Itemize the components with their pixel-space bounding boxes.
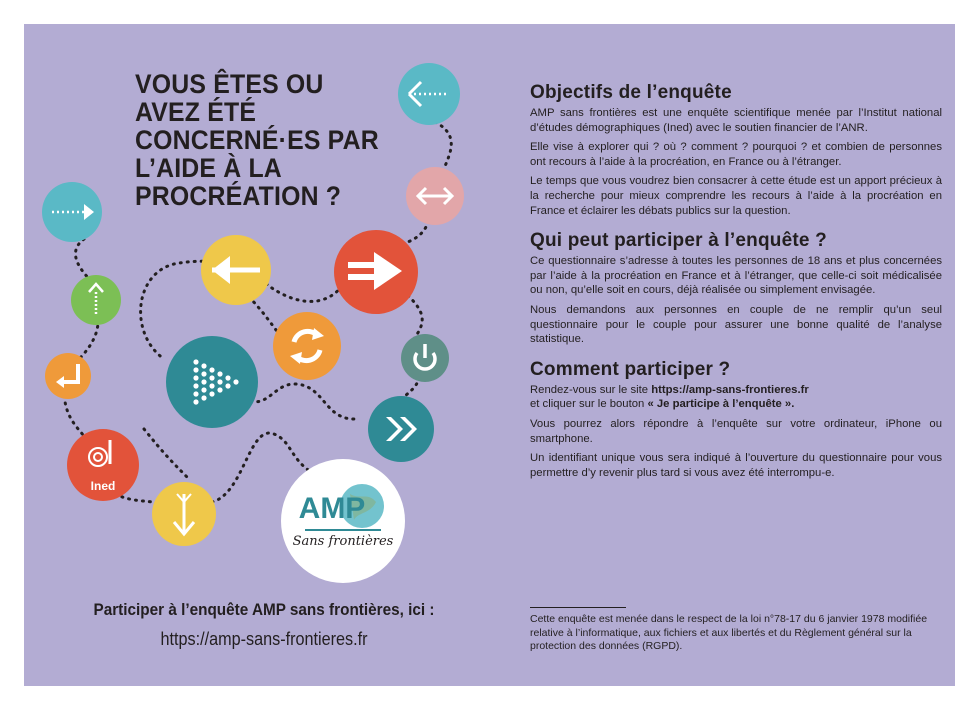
section-objectifs bbox=[530, 82, 942, 218]
paragraph: Vous pourrez alors répondre à l’enquête sur votre ordinateur, iPhone ou smartphone. bbox=[530, 417, 942, 445]
arrow-down-icon bbox=[152, 482, 216, 546]
footer-url: https://amp-sans-frontieres.fr bbox=[160, 629, 368, 649]
flyer-card bbox=[24, 24, 955, 686]
ined-logo bbox=[67, 429, 139, 501]
paragraph bbox=[530, 383, 942, 412]
section-qui-peut-participer bbox=[530, 230, 942, 347]
footer-call-to-action: Participer à l’enquête AMP sans frontières, ici : bbox=[93, 600, 435, 619]
paragraph: Nous demandons aux personnes en couple de ne remplir qu’un seul questionnaire pour le couple pour assurer une bonne qualité de l’analyse statistique. bbox=[530, 303, 942, 346]
instruction-line2-prefix: et cliquer sur le bouton bbox=[530, 398, 648, 411]
illustration-panel bbox=[24, 24, 514, 686]
ined-logo-text: Ined bbox=[90, 479, 116, 493]
legal-notice: Cette enquête est menée dans le respect de la loi n°78-17 du 6 janvier 1978 modifiée relative à l’informatique, aux fichiers et aux libertés et du Règlement général sur la protection des données (RGPD). bbox=[530, 613, 928, 652]
amp-logo-text: AMP bbox=[298, 492, 366, 525]
section-title: Comment participer ? bbox=[530, 358, 731, 380]
refresh-icon bbox=[273, 312, 341, 380]
arrow-right-dotted-icon bbox=[42, 182, 102, 242]
arrow-left-bold-icon bbox=[201, 235, 271, 305]
paragraph: Ce questionnaire s’adresse à toutes les personnes de 18 ans et plus concernées par l’aide à la procréation en France et à l’étranger, que celle-ci soit médicalisée ou non, qu’elle soit en cours, déjà réalisée ou simplement envisagée. bbox=[530, 255, 942, 297]
headline: VOUS ÊTES OU AVEZ ÉTÉ CONCERNÉ·ES PAR L’AIDE À LA PROCRÉATION ? bbox=[135, 69, 379, 211]
arrow-right-dotted-bold-icon bbox=[166, 336, 258, 428]
instruction-line1-prefix: Rendez-vous sur le site bbox=[530, 383, 652, 396]
amp-logo-subtitle: Sans frontières bbox=[292, 534, 394, 549]
paragraph: Le temps que vous voudrez bien consacrer à cette étude est un apport précieux à la recherche pour mieux comprendre les recours à l’aide à la procréation en France et éclairer les débats publics sur la question. bbox=[530, 175, 942, 217]
arrow-up-icon bbox=[71, 275, 121, 325]
double-arrow-icon bbox=[406, 167, 464, 225]
section-comment-participer bbox=[530, 359, 942, 481]
power-icon bbox=[401, 334, 449, 382]
fast-forward-icon bbox=[368, 396, 434, 462]
arrow-left-icon bbox=[398, 63, 460, 125]
survey-url: https://amp-sans-frontieres.fr bbox=[651, 383, 809, 396]
legal-divider bbox=[530, 607, 626, 608]
arrow-right-icon bbox=[334, 230, 418, 314]
return-icon bbox=[45, 353, 91, 399]
info-column bbox=[530, 82, 942, 492]
participate-button-label: « Je participe à l’enquête ». bbox=[647, 398, 795, 411]
paragraph: AMP sans frontières est une enquête scientifique menée par l’Institut national d’études démographiques (Ined) avec le soutien financier de l’ANR. bbox=[530, 107, 942, 134]
section-title: Objectifs de l’enquête bbox=[530, 82, 732, 103]
paragraph: Elle vise à explorer qui ? où ? comment ? pourquoi ? et combien de personnes ont recours à l’aide à la procréation, en France ou à l’étranger. bbox=[530, 141, 942, 168]
section-title: Qui peut participer à l’enquête ? bbox=[530, 230, 827, 252]
amp-sans-frontieres-logo bbox=[281, 459, 405, 583]
paragraph: Un identifiant unique vous sera indiqué à l’ouverture du questionnaire pour vous permettre d’y revenir plus tard si vous avez été interrompu-e. bbox=[530, 452, 942, 479]
